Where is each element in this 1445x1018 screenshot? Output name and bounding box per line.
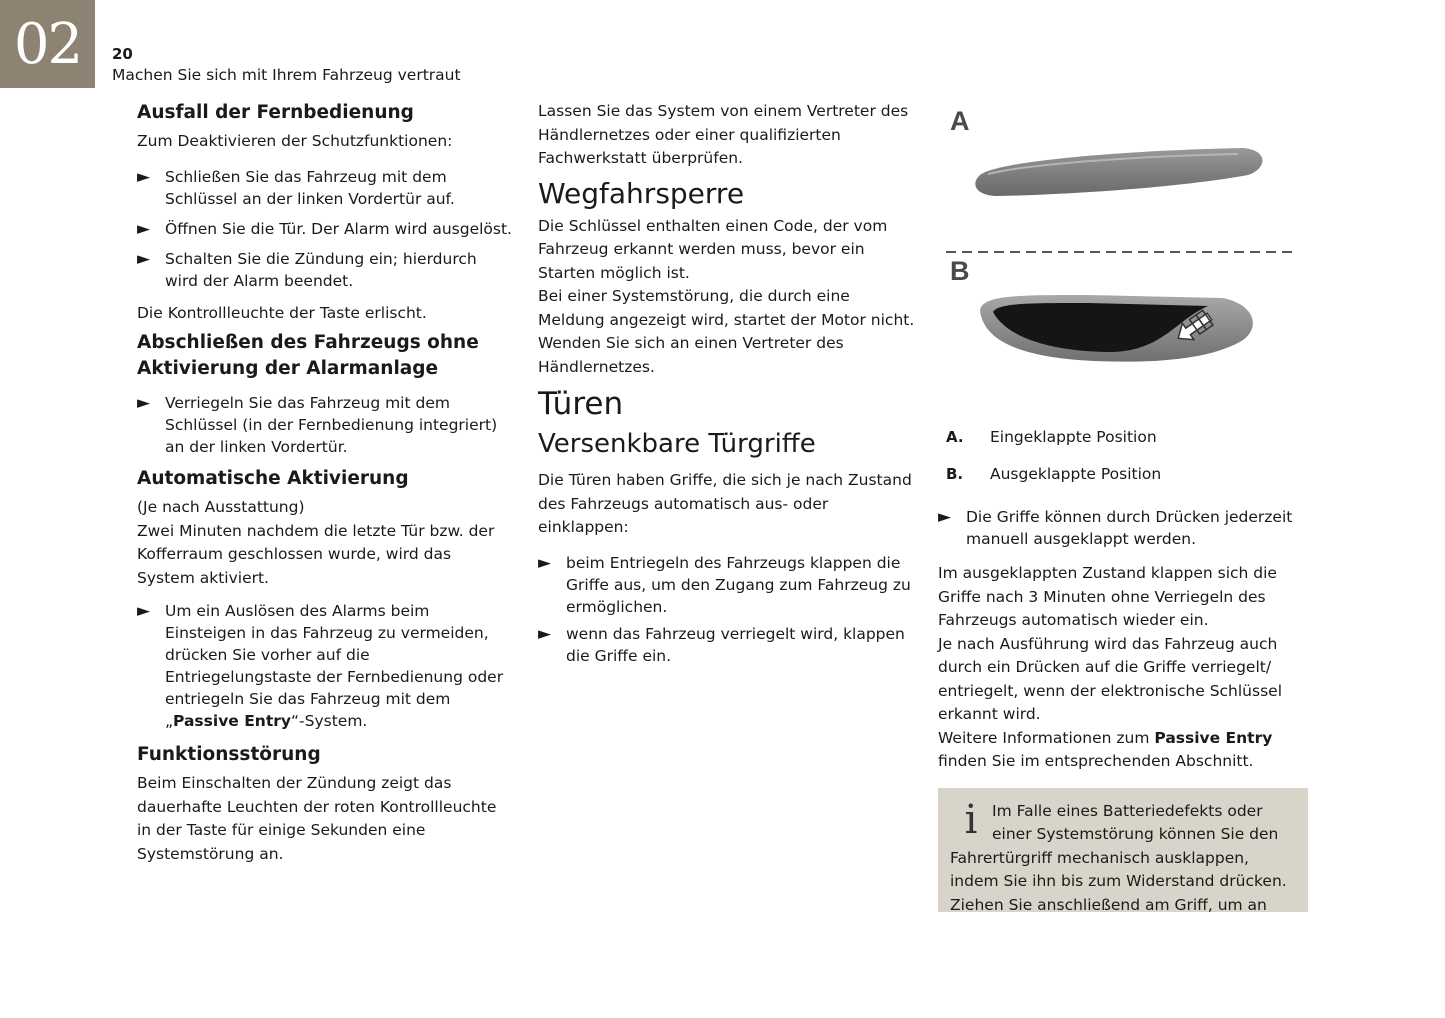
list-item: ► Die Griffe können durch Drücken jederzeit manuell ausgeklappt werden. xyxy=(938,507,1293,548)
list-item: ► Um ein Auslösen des Alarms beim Einsteigen in das Fahrzeug zu vermeiden, drücken Sie vorher auf die Entriegelungstaste der Fernbedienung oder entriegeln Sie das Fahrzeug mit dem „Passive Entry“-System. xyxy=(137,601,504,730)
folded-handle-illustration xyxy=(938,100,1303,390)
column-2 xyxy=(538,100,918,667)
section-title: Machen Sie sich mit Ihrem Fahrzeug vertraut xyxy=(112,66,461,84)
paragraph-handles: Die Türen haben Griffe, die sich je nach Zustand des Fahrzeugs automatisch aus- oder einklappen: xyxy=(538,471,912,536)
bullet-list-handles xyxy=(538,552,918,667)
paragraph-immo-2: Bei einer Systemstörung, die durch eine Meldung angezeigt wird, startet der Motor nicht. xyxy=(538,287,915,329)
arrow-right-icon: ► xyxy=(538,552,552,573)
heading-malfunction: Funktionsstörung xyxy=(137,744,321,765)
arrow-right-icon: ► xyxy=(137,601,151,621)
info-text: Im Falle eines Batteriedefekts oder einer Systemstörung können Sie den Fahrertürgriff mechanisch ausklappen, indem Sie ihn bis zum Widerstand drücken. Ziehen Sie anschließend am Griff, um an xyxy=(950,801,1287,912)
legend-key: B. xyxy=(946,465,964,483)
paragraph-deactivate: Zum Deaktivieren der Schutzfunktionen: xyxy=(137,132,453,150)
paragraph-malfunction: Beim Einschalten der Zündung zeigt das dauerhafte Leuchten der roten Kontrollleuchte in der Taste für einige Sekunden eine Systemstörung an. xyxy=(137,774,497,863)
heading-auto-activation: Automatische Aktivierung xyxy=(137,468,409,489)
paragraph-check: Lassen Sie das System von einem Vertreter des Händlernetzes oder einer qualifizierten Fachwerkstatt überprüfen. xyxy=(538,102,909,167)
list-item: ► beim Entriegeln des Fahrzeugs klappen die Griffe aus, um den Zugang zum Fahrzeug zu ermöglichen. xyxy=(538,552,911,616)
info-icon: i xyxy=(964,796,978,843)
passive-entry-term: Passive Entry xyxy=(1154,728,1273,747)
figure-label-b: B xyxy=(950,256,970,286)
heading-doors: Türen xyxy=(538,386,624,422)
list-item: ► Verriegeln Sie das Fahrzeug mit dem Schlüssel (in der Fernbedienung integriert) an der linken Vordertür. xyxy=(137,393,498,456)
heading-lock-without-alarm: Abschließen des Fahrzeugs ohne Aktivierung der Alarmanlage xyxy=(137,332,479,379)
paragraph-immo-3: Wenden Sie sich an einen Vertreter des Händlernetzes. xyxy=(538,334,844,376)
paragraph-lamp-off: Die Kontrollleuchte der Taste erlischt. xyxy=(137,303,427,322)
door-handle-figure xyxy=(938,100,1303,390)
column-3 xyxy=(938,100,1308,912)
arrow-right-icon: ► xyxy=(938,507,952,527)
list-item: ► Schließen Sie das Fahrzeug mit dem Schlüssel an der linken Vordertür auf. xyxy=(137,166,455,208)
heading-immobiliser: Wegfahrsperre xyxy=(538,176,745,210)
legend-item: A. Eingeklappte Position xyxy=(938,426,1308,449)
bullet-list-lock xyxy=(137,392,512,458)
arrow-right-icon: ► xyxy=(137,166,151,187)
passive-entry-term: Passive Entry xyxy=(173,712,291,730)
paragraph-immo-1: Die Schlüssel enthalten einen Code, der vom Fahrzeug erkannt werden muss, bevor ein Starten möglich ist. xyxy=(538,216,888,282)
paragraph-more-info: Weitere Informationen zum Passive Entry finden Sie im entsprechenden Abschnitt. xyxy=(938,728,1273,770)
list-item: ► Schalten Sie die Zündung ein; hierdurch wird der Alarm beendet. xyxy=(137,248,477,290)
legend-item: B. Ausgeklappte Position xyxy=(938,463,1308,486)
bullet-list-auto xyxy=(137,600,512,732)
paragraph-auto-1: (Je nach Ausstattung) xyxy=(137,498,305,516)
figure-label-a: A xyxy=(950,106,970,136)
list-item: ► wenn das Fahrzeug verriegelt wird, klappen die Griffe ein. xyxy=(538,623,905,665)
list-item: ► Öffnen Sie die Tür. Der Alarm wird ausgelöst. xyxy=(137,218,512,239)
info-box xyxy=(938,788,1308,912)
bullet-list-remote xyxy=(137,166,512,292)
heading-remote-failure: Ausfall der Fernbedienung xyxy=(137,102,414,123)
paragraph-fold-2: Je nach Ausführung wird das Fahrzeug auch durch ein Drücken auf die Griffe verriegelt/ entriegelt, wenn der elektronische Schlüssel erkannt wird. xyxy=(938,634,1282,723)
arrow-right-icon: ► xyxy=(137,218,151,239)
legend-key: A. xyxy=(946,428,964,446)
heading-retractable-handles: Versenkbare Türgriffe xyxy=(538,429,816,459)
chapter-number: 02 xyxy=(0,0,95,88)
paragraph-fold-1: Im ausgeklappten Zustand klappen sich die Griffe nach 3 Minuten ohne Verriegeln des Fahrzeugs automatisch wieder ein. xyxy=(938,564,1277,629)
paragraph-auto-2: Zwei Minuten nachdem die letzte Tür bzw. der Kofferraum geschlossen wurde, wird das System aktiviert. xyxy=(137,521,495,587)
arrow-right-icon: ► xyxy=(137,393,151,413)
page-number: 20 xyxy=(112,45,133,63)
arrow-right-icon: ► xyxy=(137,248,151,269)
column-1 xyxy=(137,100,512,866)
figure-legend xyxy=(938,426,1308,486)
bullet-list-manual xyxy=(938,506,1308,550)
arrow-right-icon: ► xyxy=(538,623,552,644)
